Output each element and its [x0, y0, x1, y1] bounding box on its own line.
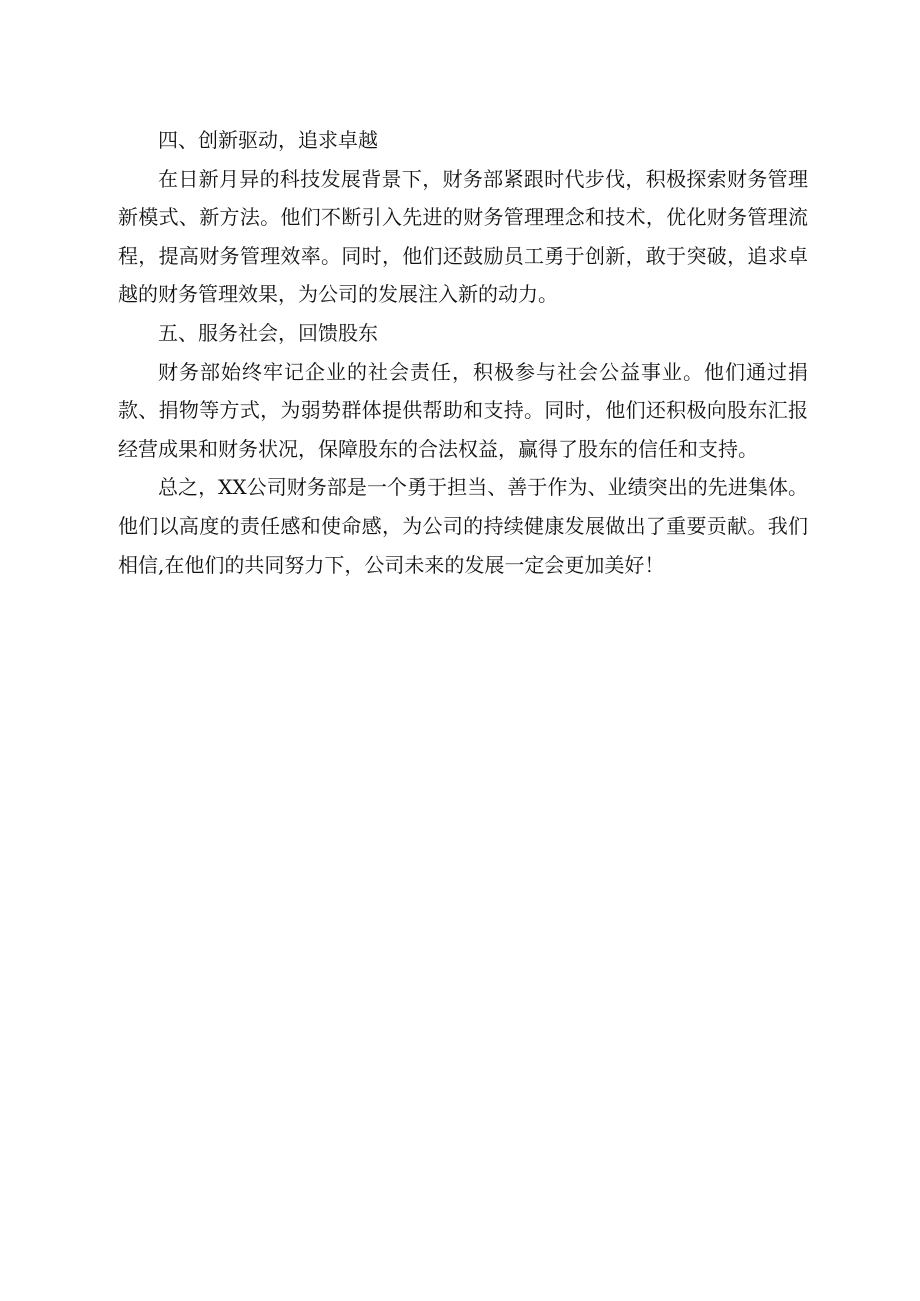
section-heading-4: 四、创新驱动，追求卓越: [158, 128, 378, 152]
section-heading-5: 五、服务社会，回馈股东: [158, 320, 378, 345]
conclusion-paragraph: 总之，XX公司财务部是一个勇于担当、善于作为、业绩突出的先进集体。他们以高度的责任感和使命感，为公司的持续健康发展做出了重要贡献。我们相信,在他们的共同努力下，公司未来的发展一定会更加美好！: [118, 475, 808, 577]
section-paragraph-4: 在日新月异的科技发展背景下，财务部紧跟时代步伐，积极探索财务管理新模式、新方法。他们不断引入先进的财务管理理念和技术，优化财务管理流程，提高财务管理效率。同时，他们还鼓励员工勇于创新，敢于突破，追求卓越的财务管理效果，为公司的发展注入新的动力。: [118, 166, 808, 307]
section-paragraph-5: 财务部始终牢记企业的社会责任，积极参与社会公益事业。他们通过捐款、捐物等方式，为弱势群体提供帮助和支持。同时，他们还积极向股东汇报经营成果和财务状况，保障股东的合法权益，赢得了股东的信任和支持。: [118, 359, 808, 461]
document-body: [118, 121, 808, 584]
